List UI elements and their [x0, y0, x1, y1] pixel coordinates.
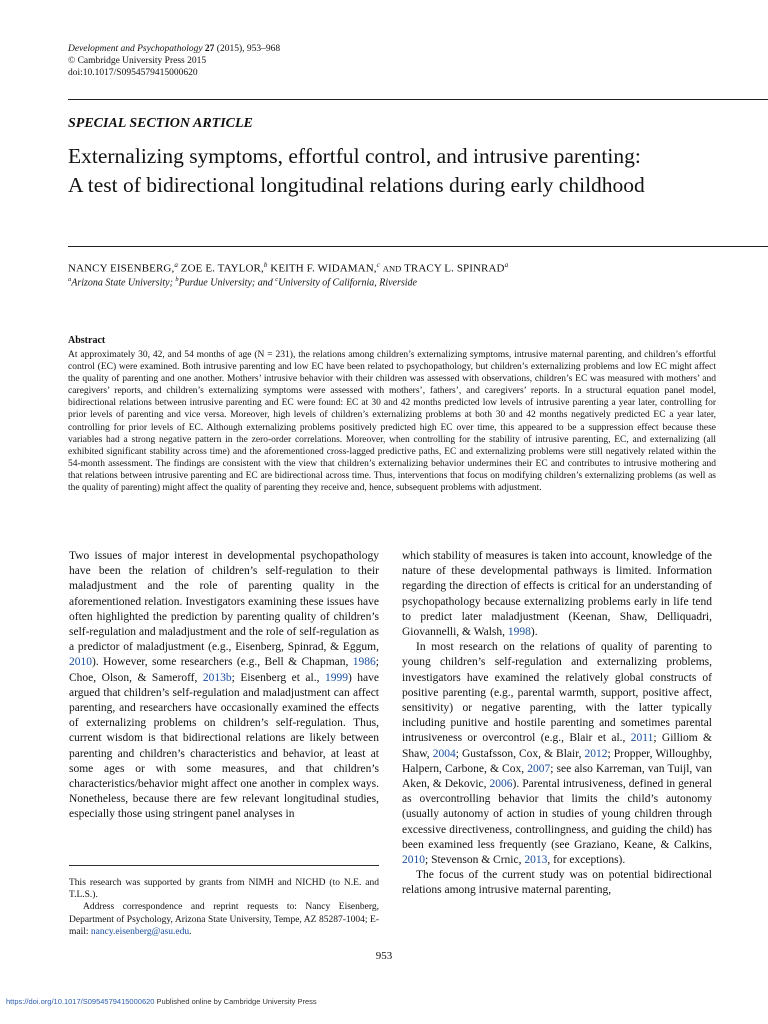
citation-link[interactable]: 2012: [584, 747, 608, 760]
publisher-bar: [6, 997, 317, 1006]
author-list: [68, 261, 508, 275]
journal-volume: 27: [204, 44, 215, 54]
body-text: , for exceptions).: [547, 854, 626, 867]
affiliations: [68, 276, 417, 288]
footnote-correspondence: [69, 901, 379, 938]
citation-link[interactable]: 2013b: [202, 671, 232, 684]
page-number: 953: [375, 950, 393, 962]
body-text: ; Gilliom & Shaw,: [402, 732, 712, 760]
body-text: ; Gustafsson, Cox, & Blair,: [455, 747, 585, 760]
author-name: TRACY L. SPINRAD: [404, 262, 505, 275]
author-affil-marker: a: [504, 261, 509, 269]
body-text: Two issues of major interest in developmental psychopathology have been the relation of children’s self-regulation to their maladjustment and the role of parenting quality in the aforementioned relation. Investigators examining these issues have often highlighted the prediction by parenting quality of children’s self-regulation and maladjustment and the role of self-regulation as a predictor of maladjustment (e.g., Eisenberg, Spinrad, & Eggum,: [69, 550, 379, 654]
body-column-right: [402, 549, 712, 899]
affil-marker: c: [275, 276, 279, 283]
body-paragraph: [402, 549, 712, 640]
header-rule: [68, 99, 768, 100]
footnote-funding: This research was supported by grants from NIMH and NICHD (to N.E. and T.L.S.).: [69, 878, 379, 901]
body-text: ; Propper, Willoughby, Halpern, Carbone, & Cox,: [402, 747, 712, 775]
body-paragraph: [402, 640, 712, 868]
abstract-text: At approximately 30, 42, and 54 months of age (N = 231), the relations among children’s externalizing symptoms, intrusive maternal parenting, and children’s effortful control (EC) were examined. Both intrusive parenting and low EC have been related to psychopathology, but children’s externalizing problems and low EC might affect the quality of parenting and one another. Mothers’ intrusive behavior with their children was assessed with observations, children’s EC was measured with mothers’ and caregivers’ reports, and children’s externalizing symptoms were assessed with mothers’, fathers’, and caregivers’ reports. In a structural equation panel model, bidirectional relations between intrusive parenting and EC were found: EC at 30 and 42 months predicted low levels of intrusive parenting a year later, controlling for prior levels of parenting and vice versa. Moreover, high levels of children’s externalizing problems at both 30 and 42 months negatively predicted EC a year later, controlling for prior levels of EC. Although externalizing problems positively predicted high EC over time, this appeared to be a suppression effect because these variables had a strong negative pattern in the zero-order correlations. Moreover, when controlling for the stability of intrusive parenting, EC, and externalizing (all exhibited significant stability across time) and the aforementioned cross-lagged predictive paths, EC and externalizing problems were still negatively related within the 54-month assessment. The findings are consistent with the view that children’s externalizing behavior undermines their EC and contributes to intrusive mothering and that relations between intrusive parenting and EC are bidirectional across time. Thus, interventions that focus on modifying children’s externalizing problems (as well as the quality of parenting) might affect the quality of parenting they receive and, hence, subsequent problems with adjustment.: [68, 350, 716, 494]
citation-link[interactable]: 2011: [630, 732, 654, 745]
journal-doi: doi:10.1017/S0954579415000620: [68, 68, 198, 78]
journal-years-pages: (2015), 953–968: [216, 44, 281, 54]
title-rule: [68, 246, 768, 247]
author-affil-marker: a: [174, 261, 178, 269]
footnote-rule: [69, 865, 379, 866]
body-text: ) have argued that children’s self-regulation and maladjustment can affect parenting, and researchers have occasionally examined the effects of externalizing problems on children’s self-regulation. Thus, current wisdom is that bidirectional relations are likely between parenting and children’s characteristics and behavior, at least at some ages or with some measures, and that children’s characteristics/behavior might affect one another in complex ways. Nonetheless, because there are few relevant longitudinal studies, especially those using stringent panel analyses in: [69, 671, 379, 821]
title-line-2: A test of bidirectional longitudinal relations during early childhood: [68, 173, 645, 197]
author-affil-marker: c: [376, 261, 380, 269]
affil-text: Purdue University; and: [178, 277, 273, 289]
affil-marker: a: [68, 276, 72, 283]
citation-link[interactable]: 2013: [524, 854, 548, 867]
publisher-text: Published online by Cambridge University Press: [154, 997, 317, 1006]
email-link[interactable]: nancy.eisenberg@asu.edu: [90, 926, 190, 937]
citation-link[interactable]: 2006: [489, 778, 513, 791]
journal-info: [68, 43, 280, 79]
journal-citation: [68, 43, 280, 55]
author-name: NANCY EISENBERG,: [68, 262, 175, 275]
journal-name: Development and Psychopathology: [68, 44, 203, 54]
affil-text: Arizona State University;: [71, 277, 173, 289]
citation-link[interactable]: 2004: [432, 747, 456, 760]
body-paragraph: [69, 549, 379, 823]
journal-copyright: © Cambridge University Press 2015: [68, 56, 207, 66]
abstract-heading: Abstract: [68, 335, 106, 346]
body-text: ).: [530, 626, 538, 639]
affil-text: University of California, Riverside: [278, 277, 417, 289]
citation-link[interactable]: 2010: [69, 656, 92, 669]
footnote-text: Address correspondence and reprint requests to: Nancy Eisenberg, Department of Psychology, Arizona State University, Tempe, AZ 85287-1004; E-mail:: [69, 902, 379, 937]
citation-link[interactable]: 1986: [352, 656, 376, 669]
title-line-1: Externalizing symptoms, effortful control, and intrusive parenting:: [68, 144, 641, 168]
body-text: ; Choe, Olson, & Sameroff,: [69, 656, 379, 684]
body-text: ; Stevenson & Crnic,: [425, 854, 525, 867]
body-text: ). Parental intrusiveness, defined in general as overcontrolling behavior that limits the child’s autonomy (usually autonomy of action in studies of young children through excessive directiveness, controllingness, and guiding the child) has been examined less frequently (see Graziano, Keane, & Calkins,: [402, 778, 712, 851]
body-text: which stability of measures is taken into account, knowledge of the nature of these developmental pathways is limited. Information regarding the direction of effects is critical for an understanding of psychopathology because externalizing problems early in life tend to predict later maladjustment (Keenan, Shaw, Delliquadri, Giovannelli, & Walsh,: [402, 550, 712, 639]
body-text: ; Eisenberg et al.,: [231, 671, 325, 684]
article-title: [68, 142, 748, 200]
body-column-left: [69, 549, 379, 823]
author-name: ZOE E. TAYLOR,: [180, 262, 264, 275]
citation-link[interactable]: 1999: [324, 671, 348, 684]
body-text: In most research on the relations of quality of parenting to young children’s self-regulation and externalizing problems, investigators have examined the relatively global constructs of positive parenting (e.g., parental warmth, support, positive affect, sensitivity) or negative parenting, with the latter typically including punitive and hostile parenting and sometimes parental intrusiveness or overcontrol (e.g., Blair et al.,: [402, 641, 712, 745]
author-affil-marker: b: [263, 261, 268, 269]
affil-marker: b: [175, 276, 179, 283]
body-paragraph: [402, 868, 712, 898]
citation-link[interactable]: 2007: [527, 762, 551, 775]
body-text: ; see also Karreman, van Tuijl, van Aken, & Dekovic,: [402, 762, 712, 791]
body-text: ). However, some researchers (e.g., Bell & Chapman,: [92, 656, 353, 669]
doi-link[interactable]: https://doi.org/10.1017/S0954579415000620: [6, 997, 155, 1006]
footnotes: [69, 877, 379, 938]
author-name: KEITH F. WIDAMAN,: [270, 262, 377, 275]
body-text: The focus of the current study was on potential bidirectional relations among intrusive maternal parenting,: [402, 869, 712, 897]
footnote-text: .: [189, 926, 192, 937]
section-label: SPECIAL SECTION ARTICLE: [68, 116, 253, 131]
citation-link[interactable]: 1998: [507, 626, 531, 639]
author-and: AND: [382, 263, 402, 274]
citation-link[interactable]: 2010: [402, 854, 425, 867]
